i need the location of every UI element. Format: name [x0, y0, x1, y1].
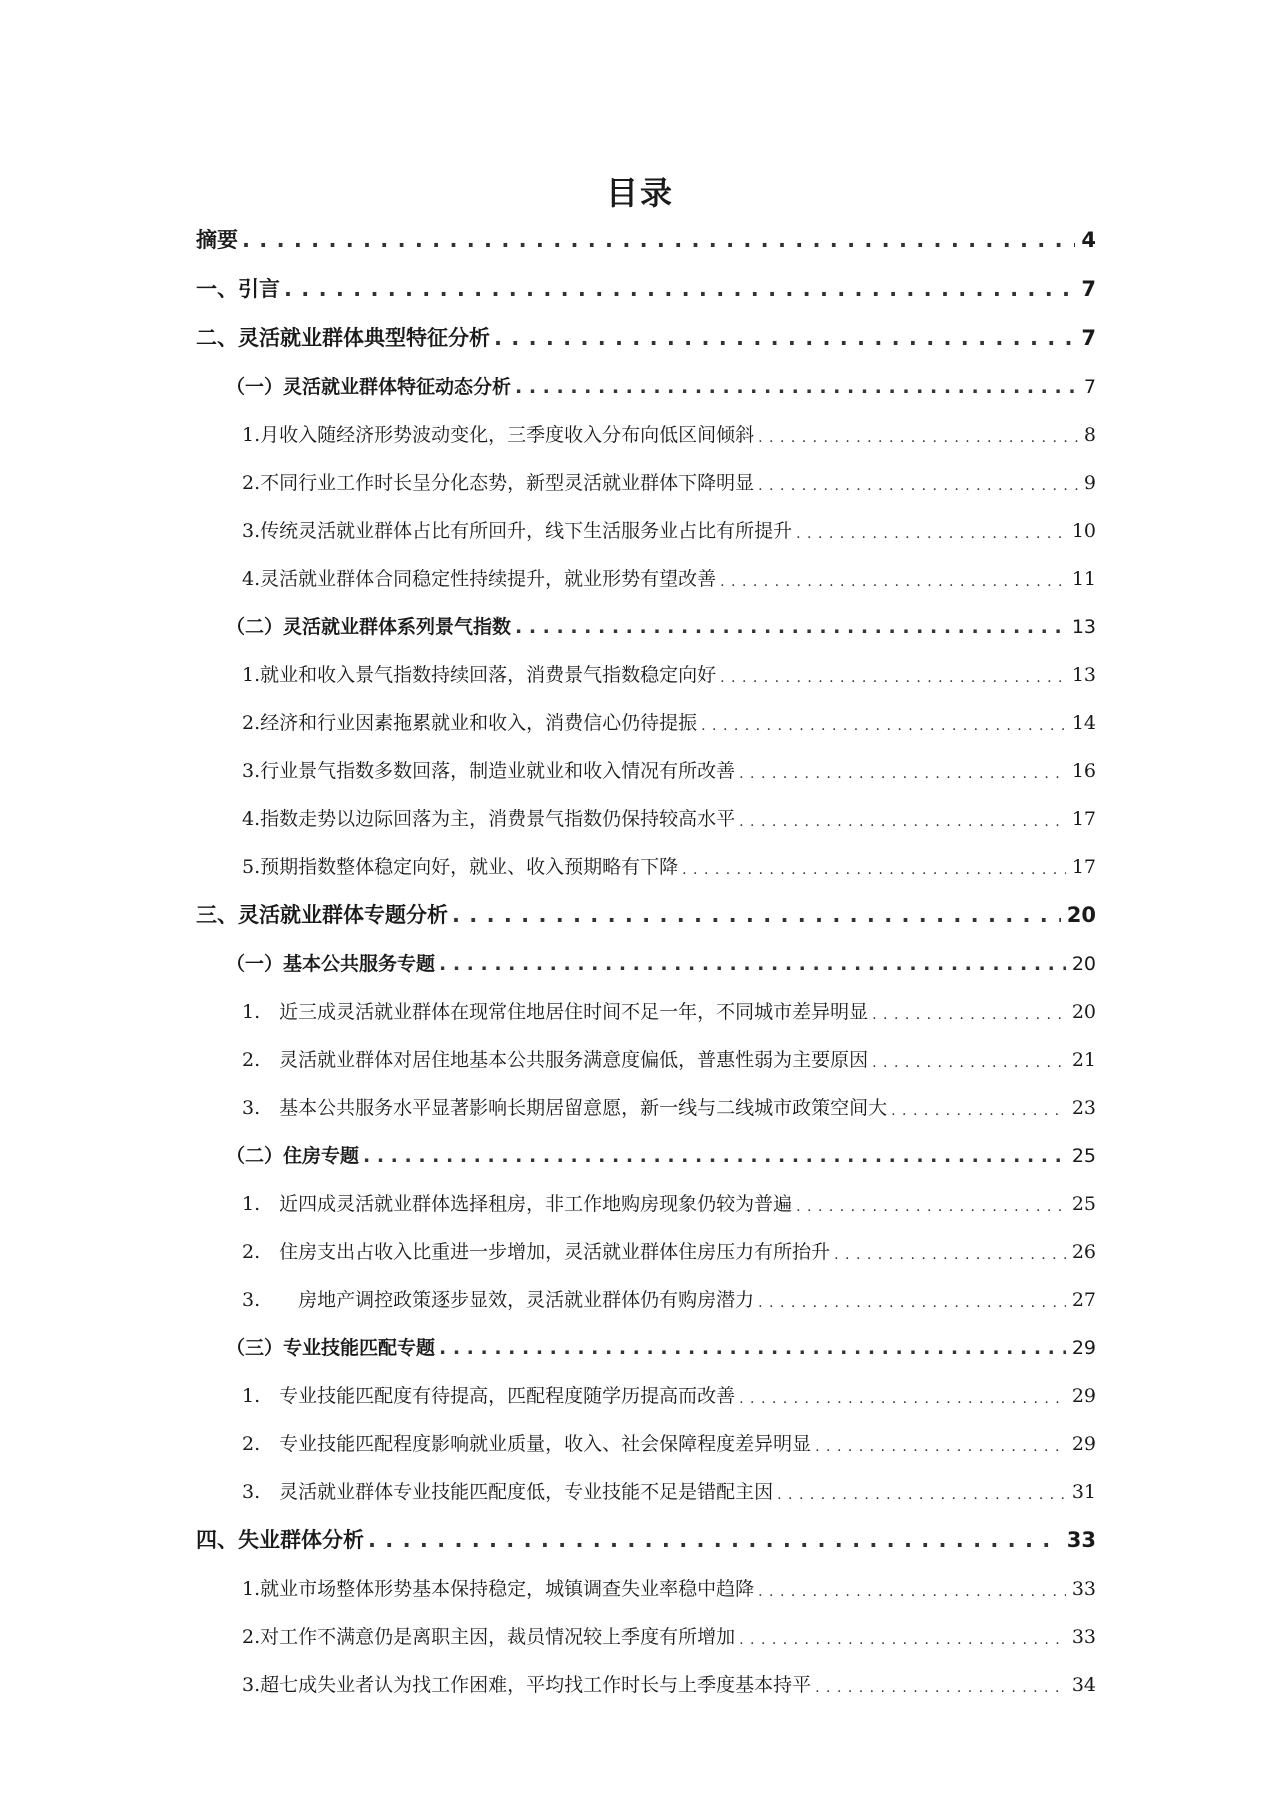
toc-entry-page-number: 33 [1066, 1528, 1096, 1552]
toc-entry[interactable] [242, 1094, 1096, 1118]
dot-leader [701, 719, 1066, 733]
toc-entry[interactable] [242, 1382, 1096, 1406]
toc-entry-page-number: 7 [1083, 376, 1096, 398]
toc-entry[interactable] [242, 1671, 1096, 1695]
dot-leader [834, 1248, 1066, 1262]
toc-entry[interactable] [242, 421, 1096, 445]
toc-entry[interactable] [196, 902, 1096, 926]
toc-entry-label: 1.就业市场整体形势基本保持稳定，城镇调查失业率稳中趋降 [242, 1578, 755, 1600]
dot-leader [439, 1339, 1066, 1358]
toc-entry[interactable] [242, 1430, 1096, 1454]
dot-leader [682, 863, 1066, 877]
toc-entry-page-number: 20 [1066, 903, 1096, 927]
toc-entry[interactable] [242, 998, 1096, 1022]
toc-entry-page-number: 25 [1071, 1193, 1096, 1215]
dot-leader [872, 1008, 1066, 1022]
toc-entry-page-number: 16 [1071, 760, 1096, 782]
toc-entry-page-number: 17 [1071, 808, 1096, 830]
toc-entry[interactable] [196, 227, 1096, 251]
toc-entry[interactable] [242, 1286, 1096, 1310]
toc-entry[interactable] [196, 325, 1096, 349]
toc-entry[interactable] [226, 950, 1096, 974]
toc-entry-page-number: 13 [1071, 664, 1096, 686]
toc-entry[interactable] [242, 565, 1096, 589]
toc-entry-page-number: 33 [1071, 1578, 1096, 1600]
toc-entry-label: 2.经济和行业因素拖累就业和收入，消费信心仍待提振 [242, 712, 698, 734]
toc-entry[interactable] [242, 757, 1096, 781]
toc-entry[interactable] [196, 276, 1096, 300]
page-title: 目录 [605, 174, 674, 212]
toc-entry-label: 3. 基本公共服务水平显著影响长期居留意愿，新一线与二线城市政策空间大 [242, 1097, 888, 1119]
toc-entry-label: 2. 专业技能匹配程度影响就业质量，收入、社会保障程度差异明显 [242, 1433, 812, 1455]
dot-leader [815, 1440, 1066, 1454]
toc-entry-label: 1. 专业技能匹配度有待提高，匹配程度随学历提高而改善 [242, 1385, 736, 1407]
toc-entry-label: 3.行业景气指数多数回落，制造业就业和收入情况有所改善 [242, 760, 736, 782]
dot-leader [242, 230, 1075, 251]
dot-leader [363, 1147, 1066, 1166]
toc-entry-label: 4.指数走势以边际回落为主，消费景气指数仍保持较高水平 [242, 808, 736, 830]
toc-entry[interactable] [242, 1046, 1096, 1070]
toc-entry[interactable] [242, 1190, 1096, 1214]
toc-entry-page-number: 7 [1081, 277, 1096, 301]
dot-leader [758, 431, 1078, 445]
toc-entry-page-number: 4 [1081, 228, 1096, 252]
toc-entry-label: （二）灵活就业群体系列景气指数 [226, 616, 512, 638]
toc-entry-page-number: 27 [1071, 1289, 1096, 1311]
toc-entry-label: 2. 住房支出占收入比重进一步增加，灵活就业群体住房压力有所抬升 [242, 1241, 831, 1263]
toc-entry-page-number: 29 [1071, 1337, 1096, 1359]
toc-entry-page-number: 20 [1071, 953, 1096, 975]
toc-entry[interactable] [196, 1527, 1096, 1551]
toc-entry[interactable] [242, 1238, 1096, 1262]
toc-entry-page-number: 29 [1071, 1385, 1096, 1407]
toc-entry-page-number: 14 [1071, 712, 1096, 734]
toc-entry-page-number: 23 [1071, 1097, 1096, 1119]
toc-entry-label: （三）专业技能匹配专题 [226, 1337, 436, 1359]
toc-entry-page-number: 7 [1081, 326, 1096, 350]
toc-entry-label: （二）住房专题 [226, 1145, 360, 1167]
dot-leader [739, 1392, 1066, 1406]
dot-leader [368, 1530, 1061, 1551]
toc-entry-label: 1. 近四成灵活就业群体选择租房，非工作地购房现象仍较为普遍 [242, 1193, 793, 1215]
toc-entry-label: 3.传统灵活就业群体占比有所回升，线下生活服务业占比有所提升 [242, 520, 793, 542]
toc-entry-page-number: 9 [1083, 472, 1096, 494]
toc-entry-label: 四、失业群体分析 [196, 1528, 364, 1552]
dot-leader [439, 955, 1066, 974]
dot-leader [777, 1488, 1066, 1502]
toc-entry-page-number: 31 [1071, 1481, 1096, 1503]
toc-entry[interactable] [242, 517, 1096, 541]
dot-leader [515, 618, 1066, 637]
dot-leader [739, 767, 1066, 781]
toc-entry[interactable] [242, 1478, 1096, 1502]
dot-leader [796, 1200, 1066, 1214]
toc-entry-label: 二、灵活就业群体典型特征分析 [196, 326, 490, 350]
dot-leader [494, 328, 1075, 349]
toc-entry[interactable] [226, 1142, 1096, 1166]
toc-entry[interactable] [242, 661, 1096, 685]
toc-entry-label: （一）基本公共服务专题 [226, 953, 436, 975]
toc-entry-page-number: 17 [1071, 856, 1096, 878]
toc-entry-page-number: 29 [1071, 1433, 1096, 1455]
toc-entry[interactable] [226, 373, 1096, 397]
dot-leader [284, 279, 1075, 300]
table-of-contents [196, 0, 1096, 1810]
dot-leader [891, 1104, 1066, 1118]
toc-entry-label: （一）灵活就业群体特征动态分析 [226, 376, 512, 398]
toc-entry[interactable] [242, 1575, 1096, 1599]
toc-entry-page-number: 10 [1071, 520, 1096, 542]
toc-entry-page-number: 13 [1071, 616, 1096, 638]
toc-entry-label: 3. 灵活就业群体专业技能匹配度低，专业技能不足是错配主因 [242, 1481, 774, 1503]
toc-entry[interactable] [226, 1334, 1096, 1358]
dot-leader [720, 575, 1066, 589]
dot-leader [720, 671, 1066, 685]
toc-entry-label: 3. 房地产调控政策逐步显效，灵活就业群体仍有购房潜力 [242, 1289, 755, 1311]
toc-entry-page-number: 34 [1071, 1674, 1096, 1696]
toc-entry-label: 3.超七成失业者认为找工作困难，平均找工作时长与上季度基本持平 [242, 1674, 812, 1696]
toc-entry-page-number: 20 [1071, 1001, 1096, 1023]
toc-entry-label: 一、引言 [196, 277, 280, 301]
dot-leader [758, 479, 1078, 493]
toc-entry[interactable] [242, 469, 1096, 493]
toc-entry-page-number: 8 [1083, 424, 1096, 446]
toc-entry-label: 2.不同行业工作时长呈分化态势，新型灵活就业群体下降明显 [242, 472, 755, 494]
toc-entry-label: 2.对工作不满意仍是离职主因，裁员情况较上季度有所增加 [242, 1626, 736, 1648]
dot-leader [758, 1296, 1066, 1310]
dot-leader [515, 378, 1078, 397]
toc-entry-page-number: 11 [1071, 568, 1096, 590]
dot-leader [796, 527, 1066, 541]
toc-entry[interactable] [242, 853, 1096, 877]
toc-entry-label: 1.月收入随经济形势波动变化，三季度收入分布向低区间倾斜 [242, 424, 755, 446]
dot-leader [452, 905, 1061, 926]
toc-entry-page-number: 26 [1071, 1241, 1096, 1263]
toc-entry[interactable] [242, 1623, 1096, 1647]
toc-entry-page-number: 33 [1071, 1626, 1096, 1648]
toc-entry-label: 5.预期指数整体稳定向好，就业、收入预期略有下降 [242, 856, 679, 878]
dot-leader [739, 1633, 1066, 1647]
dot-leader [872, 1056, 1066, 1070]
toc-entry[interactable] [226, 613, 1096, 637]
dot-leader [739, 815, 1066, 829]
toc-entry-label: 2. 灵活就业群体对居住地基本公共服务满意度偏低，普惠性弱为主要原因 [242, 1049, 869, 1071]
toc-entry[interactable] [242, 805, 1096, 829]
toc-entry-label: 4.灵活就业群体合同稳定性持续提升，就业形势有望改善 [242, 568, 717, 590]
dot-leader [758, 1585, 1066, 1599]
toc-entry-label: 三、灵活就业群体专题分析 [196, 903, 448, 927]
dot-leader [815, 1681, 1066, 1695]
toc-entry-page-number: 21 [1071, 1049, 1096, 1071]
toc-entry-page-number: 25 [1071, 1145, 1096, 1167]
toc-entry[interactable] [242, 709, 1096, 733]
toc-entry-label: 1. 近三成灵活就业群体在现常住地居住时间不足一年，不同城市差异明显 [242, 1001, 869, 1023]
toc-entry-label: 摘要 [196, 228, 238, 252]
toc-entry-label: 1.就业和收入景气指数持续回落，消费景气指数稳定向好 [242, 664, 717, 686]
